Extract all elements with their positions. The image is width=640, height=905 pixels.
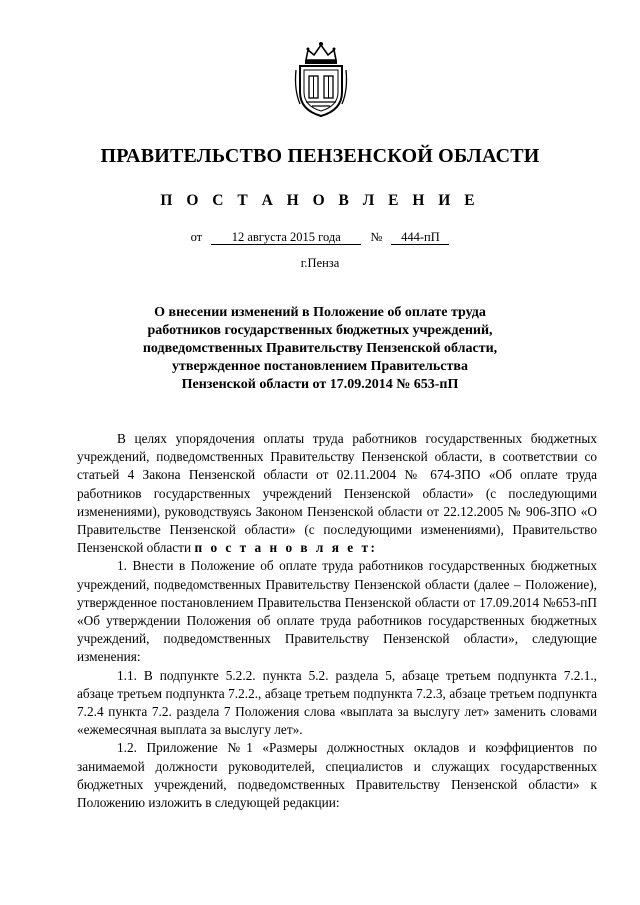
preamble-text: В целях упорядочения оплаты труда работников государственных бюджетных учреждений, подведомственных Правительству Пензенской области, в соответствии со статьей 4 Закона Пензенской области от 02.11.2004 № 674-ЗПО «Об оплате труда работников государственных учреждений Пензенской области» (с последующими изменениями), руководствуясь Законом Пензенской области от 22.12.2005 № 906-ЗПО «О Правительстве Пензенской области» (с последующими изменениями), Правительство Пензенской области — [77, 431, 597, 556]
subject-line: О внесении изменений в Положение об оплате труда — [154, 305, 486, 320]
date-line — [0, 230, 640, 245]
paragraph-1-2: 1.2. Приложение №1 «Размеры должностных окладов и коэффициентов по занимаемой должности руководителей, специалистов и служащих государственных бюджетных учреждений, подведомственных Правительству Пензенской области» к Положению изложить в следующей редакции: — [77, 740, 597, 811]
paragraph-1-1: 1.1. В подпункте 5.2.2. пункта 5.2. раздела 5, абзаце третьем подпункта 7.2.1., абзаце третьем подпункта 7.2.2., абзаце третьем подпункта 7.2.3, абзаце третьем подпункта 7.2.4 пункта 7.2. раздела 7 Положения слова «выплата за выслугу лет» заменить словами «ежемесячная выплата за выслугу лет». — [77, 667, 597, 738]
number-prefix: № — [370, 230, 383, 244]
subject-line: Пензенской области от 17.09.2014 № 653-пП — [181, 377, 459, 392]
city: г.Пенза — [300, 256, 340, 270]
decree-title: П О С Т А Н О В Л Е Н И Е — [160, 192, 480, 209]
subject-line: утвержденное постановлением Правительства — [172, 359, 468, 374]
paragraph-1: 1. Внести в Положение об оплате труда работников государственных бюджетных учреждений, подведомственных Правительству Пензенской области (далее – Положение), утвержденное постановлением Правительства Пензенской области от 17.09.2014 №653-пП «Об утверждении Положения об оплате труда работников государственных бюджетных учреждений, подведомственных Правительству Пензенской области», следующие изменения: — [77, 558, 597, 665]
decree-number: 444-пП — [391, 230, 449, 245]
preamble-paragraph — [77, 430, 597, 557]
government-title: ПРАВИТЕЛЬСТВО ПЕНЗЕНСКОЙ ОБЛАСТИ — [100, 145, 540, 167]
decree-date: 12 августа 2015 года — [211, 230, 361, 245]
document-body — [77, 430, 597, 812]
date-prefix: от — [190, 230, 203, 244]
decree-subject — [120, 304, 520, 394]
coat-of-arms-icon — [292, 40, 350, 118]
resolves-text: п о с т а н о в л я е т: — [194, 540, 378, 556]
subject-line: работников государственных бюджетных учреждений, — [147, 323, 493, 338]
subject-line: подведомственных Правительству Пензенской области, — [142, 341, 498, 356]
